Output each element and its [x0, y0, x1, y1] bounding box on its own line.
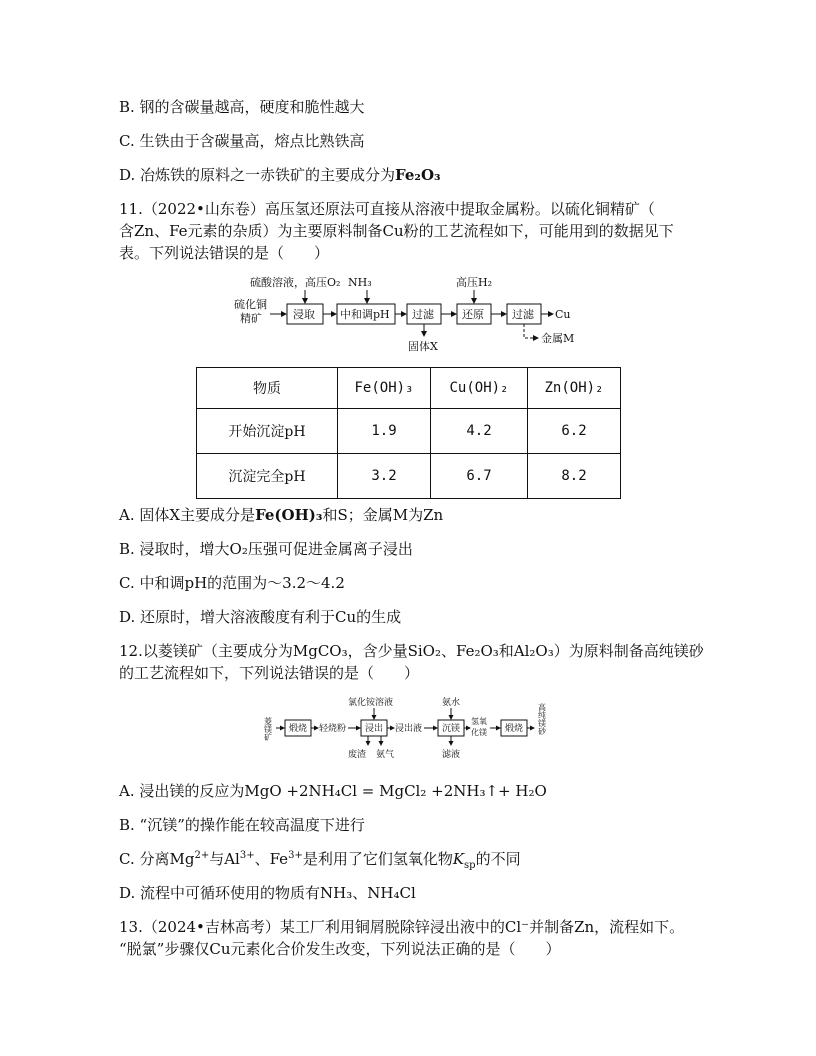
- svg-text:浸出: 浸出: [365, 724, 384, 734]
- svg-text:煅烧: 煅烧: [289, 724, 308, 734]
- svg-text:煅烧: 煅烧: [505, 724, 524, 734]
- option-d-q10: D. 冶炼铁的原料之一赤铁矿的主要成分为Fe₂O₃: [119, 166, 441, 184]
- feed-nh3: NH₃: [348, 276, 372, 289]
- table-row: 开始沉淀pH 1.9 4.2 6.2: [197, 409, 621, 454]
- mid-mg-hydroxide-a: 氢氧: [471, 717, 487, 726]
- question-11-line3: 表。下列说法错误的是（ ）: [119, 244, 330, 262]
- option-c-q10: C. 生铁由于含碳量高，熔点比熟铁高: [119, 132, 365, 150]
- mid-mg-hydroxide-b: 化镁: [471, 728, 487, 737]
- question-13-line2: “脱氯”步骤仅Cu元素化合价发生改变，下列说法正确的是（ ）: [119, 940, 561, 958]
- svg-text:中和调pH: 中和调pH: [340, 308, 390, 321]
- option-b-q11: B. 浸取时，增大O₂压强可促进金属离子浸出: [119, 540, 413, 558]
- option-d-q12: D. 流程中可循环使用的物质有NH₃、NH₄Cl: [119, 884, 416, 902]
- question-12-line1: 12.以菱镁矿（主要成分为MgCO₃，含少量SiO₂、Fe₂O₃和Al₂O₃）为原料制备高纯镁砂: [119, 642, 704, 660]
- svg-text:还原: 还原: [462, 308, 484, 321]
- out-solid-x: 固体X: [408, 340, 438, 353]
- question-13-line1: 13.（2024•吉林高考）某工厂利用铜屑脱除锌浸出液中的Cl⁻并制备Zn，流程如下。: [119, 918, 685, 936]
- svg-text:过滤: 过滤: [512, 308, 534, 321]
- option-a-q12: A. 浸出镁的反应为MgO +2NH₄Cl = MgCl₂ +2NH₃↑+ H₂O: [119, 782, 547, 800]
- option-c-q12: C. 分离$Mg^{2+}$与$Al^{3+}$、$Fe^{3+}$是利用了它们氢氧化物$K_{sp}$的不同: [119, 850, 521, 871]
- question-12-line2: 的工艺流程如下，下列说法错误的是（ ）: [119, 664, 420, 682]
- svg-text:沉镁: 沉镁: [442, 724, 461, 734]
- out-metal-m: 金属M: [541, 332, 575, 345]
- flow-diagram-q12: [262, 693, 562, 763]
- svg-text:过滤: 过滤: [412, 308, 434, 321]
- start-label-2: 精矿: [240, 312, 262, 325]
- out-filtrate: 滤液: [442, 750, 461, 760]
- precipitation-table: [196, 367, 621, 499]
- question-11-line2: 含Zn、Fe元素的杂质）为主要原料制备Cu粉的工艺流程如下，可能用到的数据见下: [119, 222, 674, 240]
- option-a-q11: A. 固体X主要成分是Fe(OH)₃和S；金属M为Zn: [119, 506, 444, 524]
- option-b-q10: B. 钢的含碳量越高，硬度和脆性越大: [119, 98, 365, 116]
- table-header-row: 物质 Fe(OH)₃ Cu(OH)₂ Zn(OH)₂: [197, 368, 621, 409]
- flow-diagram-q11: [230, 270, 590, 355]
- end-high-purity-mgo: 高纯镁砂: [537, 703, 547, 735]
- feed-sulfuric-oxygen: 硫酸溶液，高压O₂: [250, 276, 341, 289]
- out-waste: 废渣: [348, 750, 367, 760]
- out-ammonia-gas: 氨气: [376, 750, 395, 760]
- start-label-1: 硫化铜: [234, 298, 267, 311]
- feed-ammonia-water: 氨水: [442, 698, 461, 708]
- table-row: 沉淀完全pH 3.2 6.7 8.2: [197, 454, 621, 499]
- feed-h2: 高压H₂: [456, 276, 493, 289]
- out-cu: Cu: [555, 308, 571, 321]
- mid-light-powder: 轻烧粉: [319, 724, 347, 734]
- start-magnesite: 菱镁矿: [263, 717, 273, 741]
- question-11-line1: 11.（2022•山东卷）高压氢还原法可直接从溶液中提取金属粉。以硫化铜精矿（: [119, 200, 655, 218]
- option-b-q12: B. “沉镁”的操作能在较高温度下进行: [119, 816, 365, 834]
- svg-text:浸取: 浸取: [293, 308, 315, 321]
- option-c-q11: C. 中和调pH的范围为～3.2～4.2: [119, 574, 345, 592]
- mid-leachate: 浸出液: [395, 724, 423, 734]
- option-d-q11: D. 还原时，增大溶液酸度有利于Cu的生成: [119, 608, 402, 626]
- feed-nh4cl: 氯化铵溶液: [348, 698, 394, 708]
